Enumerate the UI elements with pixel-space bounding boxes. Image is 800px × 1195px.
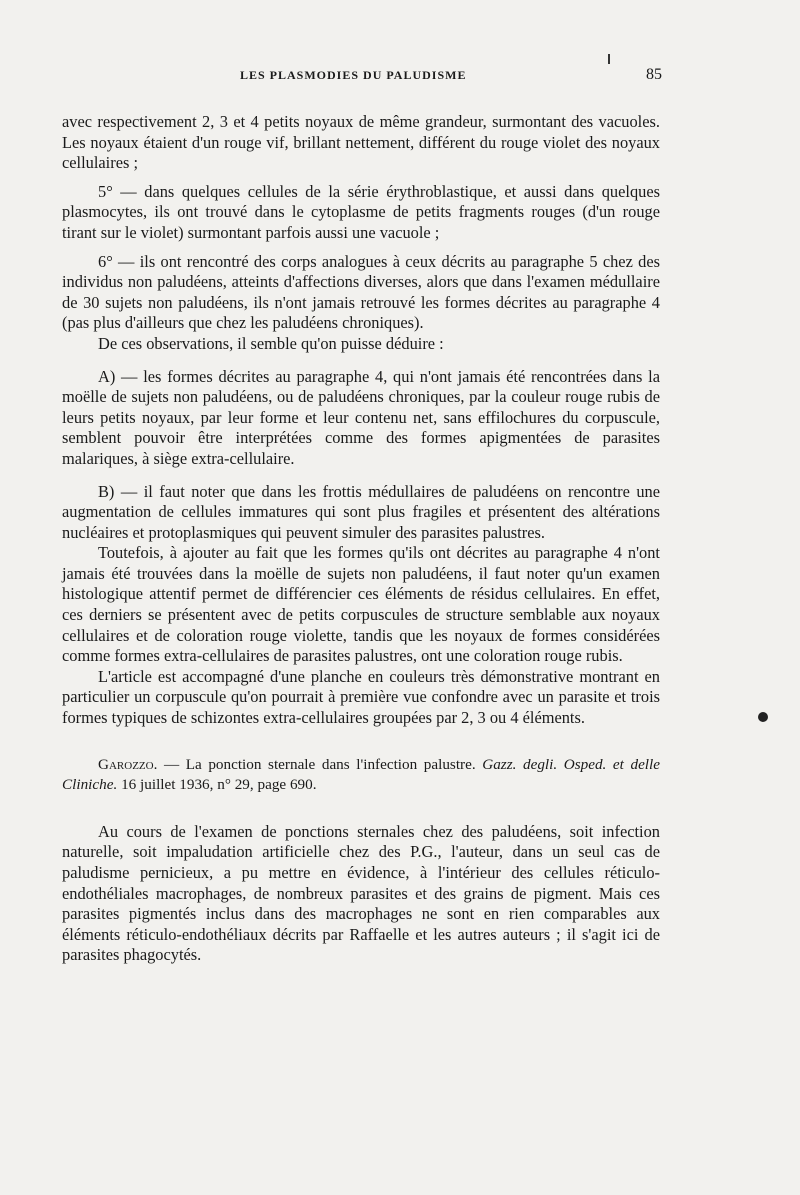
abstract-paragraph: Au cours de l'examen de ponctions sternales chez des paludéens, soit infection naturelle, soit impaludation artificielle chez des P.G., l'auteur, dans un seul cas de paludisme pernicieux, a pu mettre en évidence, à l'intérieur des cellules réticulo-endothéliales macrophages, de nombreux parasites et des grains de pigment. Mais ces parasites pigmentés inclus dans des macrophages ne sont en rien comparables aux éléments réticulo-endothéliaux décrits par Raffaelle et les autres auteurs ; il s'agit ici de parasites phagocytés. bbox=[62, 821, 660, 965]
paragraph-item-6: 6° — ils ont rencontré des corps analogues à ceux décrits au paragraphe 5 chez des individus non paludéens, atteints d'affections diverses, alors que dans l'examen médullaire de 30 sujets non paludéens, ils n'ont jamais retrouvé les formes décrites au paragraphe 4 (pas plus d'ailleurs que chez les paludéens chroniques). bbox=[62, 251, 660, 333]
paragraph-article-note: L'article est accompagné d'une planche en couleurs très démonstrative montrant en particulier un corpuscule qu'on pourrait à première vue confondre avec un parasite et trois formes typiques de schizontes extra-cellulaires groupées par 2, 3 ou 4 éléments. bbox=[62, 666, 660, 728]
reference-details: 16 juillet 1936, n° 29, page 690. bbox=[117, 776, 317, 794]
paragraph-conclusion-b: B) — il faut noter que dans les frottis médullaires de paludéens on rencontre une augmentation de cellules immatures qui sont plus fragiles et présentent des altérations nucléaires et protoplasmiques qui peuvent simuler des parasites palustres. bbox=[62, 481, 660, 542]
paragraph-item-5: 5° — dans quelques cellules de la série érythroblastique, et aussi dans quelques plasmocytes, ils ont trouvé dans le cytoplasme de petits fragments rouges (d'un rouge tirant sur le violet) surmontant parfois aussi une vacuole ; bbox=[62, 181, 660, 242]
reference-title: — La ponction sternale dans l'infection palustre. bbox=[157, 755, 483, 773]
paragraph-conclusion-a: A) — les formes décrites au paragraphe 4, qui n'ont jamais été rencontrées dans la moëlle de sujets non paludéens, ou de paludéens chroniques, par la couleur rouge rubis de leurs petits noyaux, par leur forme et leur contenu net, sans effilochures du corpuscule, semblent pouvoir être interprétées comme des formes apigmentées de parasites malariques, à siège extra-cellulaire. bbox=[62, 366, 660, 468]
print-mark bbox=[608, 54, 610, 64]
paragraph-conclusion-intro: De ces observations, il semble qu'on puisse déduire : bbox=[98, 333, 444, 353]
reference-author: Garozzo. bbox=[98, 755, 158, 773]
paragraph-continuation: avec respectivement 2, 3 et 4 petits noyaux de même grandeur, surmontant des vacuoles. Les noyaux étaient d'un rouge vif, brillant nettement, différent du rouge violet des noyaux cellulaires ; bbox=[62, 112, 660, 173]
margin-dot bbox=[758, 712, 768, 722]
reference-journal: Gazz. degli. Osped. et delle Cliniche. bbox=[62, 755, 660, 794]
body-text bbox=[62, 112, 660, 966]
running-title: LES PLASMODIES DU PALUDISME bbox=[240, 68, 467, 82]
paragraph-toutefois: Toutefois, à ajouter au fait que les formes qu'ils ont décrites au paragraphe 4 n'ont jamais été trouvées dans la moëlle de sujets non paludéens, il faut noter qu'un examen histologique attentif permet de différencier ces éléments de résidus cellulaires. En effet, ces derniers se présentent avec de petits corpuscules de structure semblable aux noyaux cellulaires et de coloration rouge violette, tandis que les noyaux de formes considérées comme formes extra-cellulaires de parasites palustres, ont une coloration rouge rubis. bbox=[62, 543, 660, 666]
bibliographic-reference bbox=[62, 755, 660, 796]
page-number: 85 bbox=[646, 66, 662, 83]
